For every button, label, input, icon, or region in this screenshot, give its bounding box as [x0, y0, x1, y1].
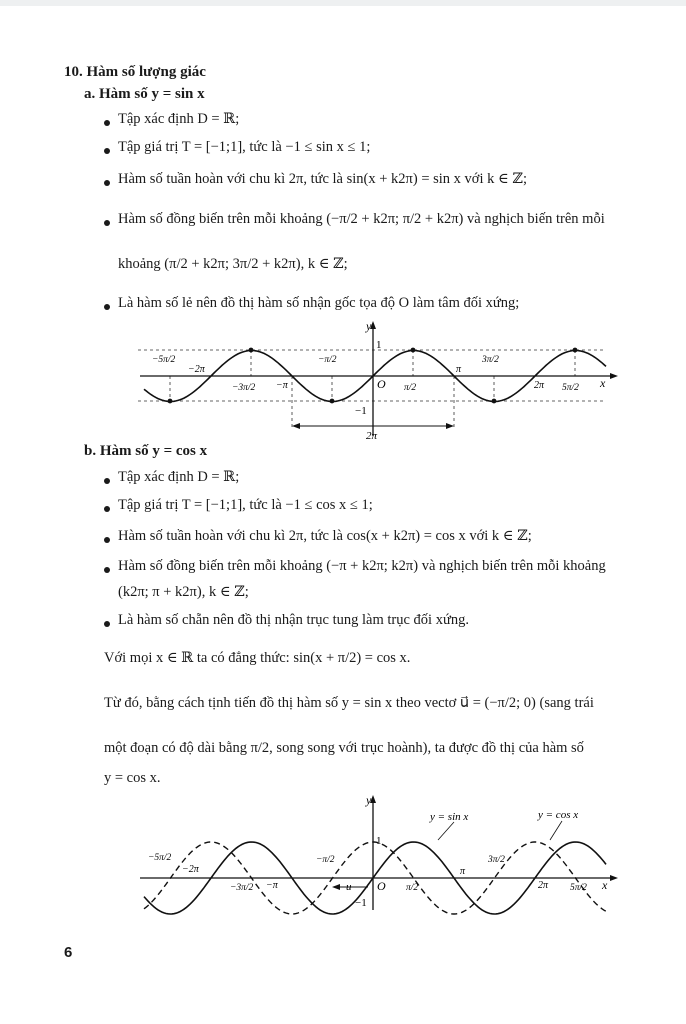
translation-line-2: một đoạn có độ dài bằng π/2, song song với trục hoành), ta được đồ thị của hàm số — [104, 740, 584, 756]
sin-curve-label: y = sin x — [430, 811, 469, 823]
origin-label: O — [377, 377, 386, 391]
bullet-dot — [104, 478, 110, 484]
tick-3pi2: 3π/2 — [482, 355, 499, 365]
bullet-dot — [104, 220, 110, 226]
translation-line-3: y = cos x. — [104, 770, 161, 786]
sin-cos-graph — [130, 790, 630, 915]
cos-label-pointer — [550, 821, 562, 840]
sin-graph — [130, 318, 630, 443]
tick-pi: π — [456, 364, 462, 375]
period-label: 2π — [366, 430, 378, 442]
bullet-dot — [104, 537, 110, 543]
tick-m5pi2: −5π/2 — [148, 853, 172, 863]
sin-monotonic: Hàm số đồng biến trên mỗi khoảng (−π/2 + k2π; π/2 + k2π) và nghịch biến trên mỗi — [118, 211, 605, 227]
tick-5pi2: 5π/2 — [570, 883, 587, 893]
identity-line: Với mọi x ∈ ℝ ta có đẳng thức: sin(x + π/2) = cos x. — [104, 650, 411, 666]
x-axis-label: x — [602, 878, 608, 892]
y-axis-label: y — [366, 793, 372, 807]
cos-range: Tập giá trị T = [−1;1], tức là −1 ≤ cos x ≤ 1; — [118, 497, 373, 513]
cos-curve-label: y = cos x — [538, 809, 579, 821]
max-point — [411, 348, 416, 353]
min-point — [492, 399, 497, 404]
one-label: 1 — [376, 835, 382, 847]
sin-label-pointer — [438, 822, 454, 840]
top-edge-stripe — [0, 0, 686, 6]
page-number: 6 — [64, 944, 73, 961]
sin-periodic: Hàm số tuần hoàn với chu kì 2π, tức là sin(x + k2π) = sin x với k ∈ ℤ; — [118, 171, 527, 187]
x-axis-label: x — [600, 376, 606, 390]
vector-u-arrow — [332, 884, 340, 890]
cos-periodic: Hàm số tuần hoàn với chu kì 2π, tức là cos(x + k2π) = cos x với k ∈ ℤ; — [118, 528, 532, 544]
cos-monotonic-cont: (k2π; π + k2π), k ∈ ℤ; — [118, 584, 249, 600]
tick-m3pi2: −3π/2 — [230, 883, 254, 893]
cos-even: Là hàm số chẵn nên đồ thị nhận trục tung làm trục đối xứng. — [118, 612, 469, 628]
bullet-dot — [104, 621, 110, 627]
period-arrow-right — [446, 423, 454, 429]
tick-mpi2: −π/2 — [318, 355, 337, 365]
sin-heading: a. Hàm số y = sin x — [84, 86, 205, 102]
tick-pi2: π/2 — [404, 383, 417, 393]
one-label: 1 — [376, 339, 382, 351]
tick-m5pi2: −5π/2 — [152, 355, 176, 365]
sin-domain: Tập xác định D = ℝ; — [118, 111, 240, 127]
cos-domain: Tập xác định D = ℝ; — [118, 469, 240, 485]
tick-m3pi2: −3π/2 — [232, 383, 256, 393]
tick-2pi: 2π — [538, 880, 549, 891]
period-arrow-left — [292, 423, 300, 429]
tick-mpi: −π — [266, 880, 278, 891]
x-axis-arrow — [610, 875, 618, 881]
tick-pi2: π/2 — [406, 883, 419, 893]
x-axis-arrow — [610, 373, 618, 379]
min-point — [168, 399, 173, 404]
max-point — [573, 348, 578, 353]
minus-one-label: −1 — [355, 897, 367, 909]
tick-mpi2: −π/2 — [316, 855, 335, 865]
sin-monotonic-cont: khoảng (π/2 + k2π; 3π/2 + k2π), k ∈ ℤ; — [118, 256, 348, 272]
tick-2pi: 2π — [534, 380, 545, 391]
bullet-dot — [104, 506, 110, 512]
min-point — [330, 399, 335, 404]
bullet-dot — [104, 180, 110, 186]
sin-odd: Là hàm số lẻ nên đồ thị hàm số nhận gốc tọa độ O làm tâm đối xứng; — [118, 295, 520, 311]
tick-pi: π — [460, 866, 466, 877]
cos-monotonic: Hàm số đồng biến trên mỗi khoảng (−π + k2π; k2π) và nghịch biến trên mỗi khoảng — [118, 558, 606, 574]
max-point — [249, 348, 254, 353]
cos-heading: b. Hàm số y = cos x — [84, 443, 208, 459]
tick-3pi2: 3π/2 — [488, 855, 505, 865]
minus-one-label: −1 — [355, 405, 367, 417]
tick-5pi2: 5π/2 — [562, 383, 579, 393]
bullet-dot — [104, 148, 110, 154]
bullet-dot — [104, 304, 110, 310]
translation-line-1: Từ đó, bằng cách tịnh tiến đồ thị hàm số y = sin x theo vectơ u⃗ = (−π/2; 0) (sang trái — [104, 695, 594, 711]
tick-mpi: −π — [276, 380, 288, 391]
vector-u-label: u⃗ — [346, 881, 361, 893]
tick-m2pi: −2π — [182, 864, 199, 875]
y-axis-label: y — [366, 319, 372, 333]
bullet-dot — [104, 120, 110, 126]
section-title: 10. Hàm số lượng giác — [64, 64, 206, 80]
bullet-dot — [104, 567, 110, 573]
origin-label: O — [377, 879, 386, 893]
tick-m2pi: −2π — [188, 364, 205, 375]
sin-range: Tập giá trị T = [−1;1], tức là −1 ≤ sin x ≤ 1; — [118, 139, 371, 155]
